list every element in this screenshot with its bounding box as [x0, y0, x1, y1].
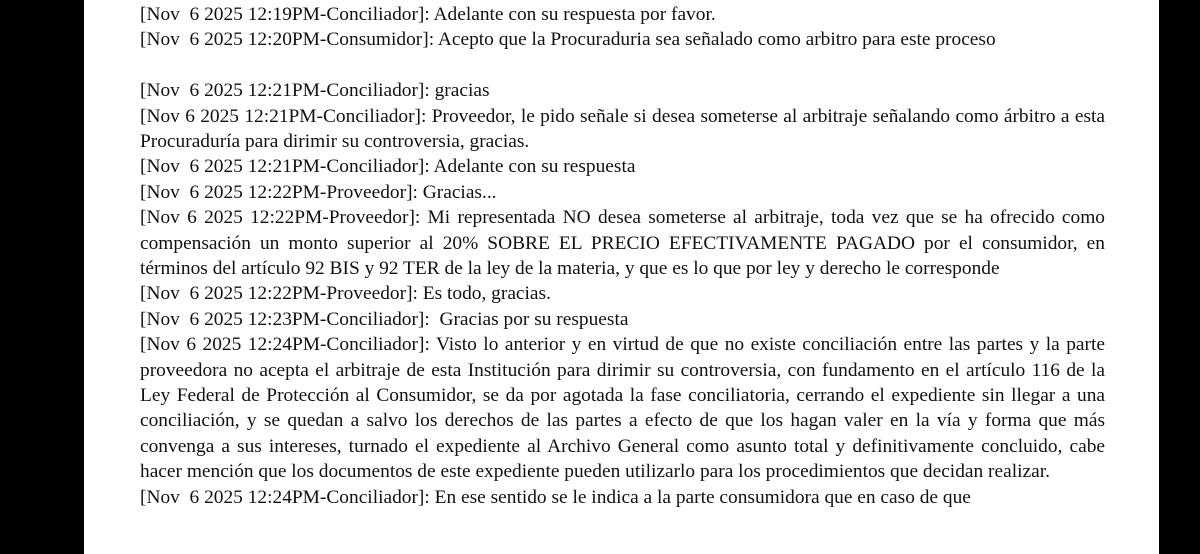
transcript-entry: [Nov 6 2025 12:22PM-Proveedor]: Mi representada NO desea someterse al arbitraje, toda vez que se ha ofrecido como compensación un monto superior al 20% SOBRE EL PRECIO EFECTIVAMENTE PAGADO por el consumidor, en términos del artículo 92 BIS y 92 TER de la ley de la materia, y que es lo que por ley y derecho le corresponde — [140, 207, 1105, 280]
blank-line — [140, 53, 1105, 78]
transcript-entry: [Nov 6 2025 12:24PM-Conciliador]: Visto lo anterior y en virtud de que no existe conciliación entre las partes y la parte proveedora no acepta el arbitraje de esta Institución para dirimir su controversia, con fundamento en el artículo 116 de la Ley Federal de Protección al Consumidor, se da por agotada la fase conciliatoria, cerrando el expediente sin llegar a una conciliación, y se quedan a salvo los derechos de las partes a efecto de que los hagan valer en la vía y forma que más convenga a sus intereses, turnado el expediente al Archivo General como asunto total y definitivamente concluido, cabe hacer mención que los documentos de este expediente pueden utilizarlo para los procedimientos que decidan realizar. — [140, 334, 1105, 483]
document-page — [84, 0, 1159, 554]
chat-transcript — [140, 2, 1105, 510]
transcript-entry: [Nov 6 2025 12:23PM-Conciliador]: Gracias por su respuesta — [140, 308, 629, 330]
transcript-entry: [Nov 6 2025 12:24PM-Conciliador]: En ese sentido se le indica a la parte consumidora que en caso de que — [140, 486, 971, 508]
transcript-entry: [Nov 6 2025 12:20PM-Consumidor]: Acepto que la Procuraduria sea señalado como arbitro para este proceso — [140, 29, 996, 51]
transcript-entry: [Nov 6 2025 12:21PM-Conciliador]: Proveedor, le pido señale si desea someterse al arbitraje señalando como árbitro a esta Procuraduría para dirimir su controversia, gracias. — [140, 105, 1105, 153]
transcript-entry: [Nov 6 2025 12:22PM-Proveedor]: Gracias... — [140, 181, 497, 203]
transcript-entry: [Nov 6 2025 12:21PM-Conciliador]: Adelante con su respuesta — [140, 156, 636, 178]
transcript-entry: [Nov 6 2025 12:22PM-Proveedor]: Es todo, gracias. — [140, 283, 551, 305]
transcript-entry: [Nov 6 2025 12:19PM-Conciliador]: Adelante con su respuesta por favor. — [140, 4, 716, 25]
transcript-entry: [Nov 6 2025 12:21PM-Conciliador]: gracias — [140, 80, 490, 102]
